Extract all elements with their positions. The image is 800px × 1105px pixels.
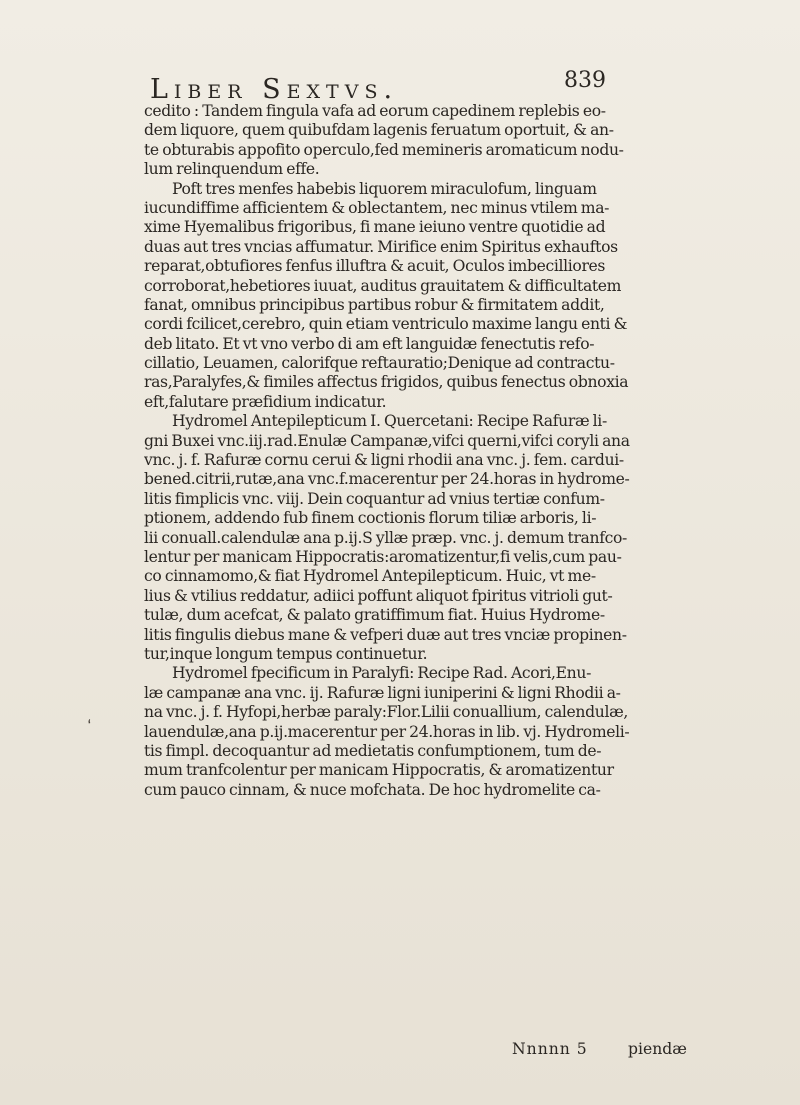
text-line: na vnc. j. f. Hyfopi,herbæ paraly:Flor.Lilii conuallium, calendulæ, bbox=[144, 703, 628, 722]
margin-mark-icon: ‘ bbox=[84, 715, 97, 736]
signature-mark: Nnnnn 5 bbox=[512, 1040, 588, 1058]
text-line: duas aut tres vncias affumatur. Mirifice enim Spiritus exhauftos bbox=[144, 237, 618, 256]
text-line: bened.citrii,rutæ,ana vnc.f.macerentur per 24.horas in hydrome- bbox=[144, 470, 630, 489]
text-line: læ campanæ ana vnc. ij. Rafuræ ligni iuniperini & ligni Rhodii a- bbox=[144, 683, 621, 702]
text-line: tur,inque longum tempus continuetur. bbox=[144, 644, 428, 663]
text-line: litis fimplicis vnc. viij. Dein coquantur ad vnius tertiæ confum- bbox=[144, 489, 605, 508]
catchline bbox=[144, 1040, 692, 1060]
text-line: vnc. j. f. Rafuræ cornu cerui & ligni rhodii ana vnc. j. fem. cardui- bbox=[144, 451, 624, 470]
page-header bbox=[150, 52, 606, 105]
text-line: cum pauco cinnam, & nuce mofchata. De hoc hydromelite ca- bbox=[144, 780, 601, 799]
text-line: lentur per manicam Hippocratis:aromatizentur,fi velis,cum pau- bbox=[144, 547, 622, 566]
text-line: lius & vtilius reddatur, adiici poffunt aliquot fpiritus vitrioli gut- bbox=[144, 586, 613, 605]
text-line: mum tranfcolentur per manicam Hippocratis, & aromatizentur bbox=[144, 761, 614, 780]
catchword: piendæ bbox=[628, 1040, 687, 1058]
text-line: co cinnamomo,& fiat Hydromel Antepilepticum. Huic, vt me- bbox=[144, 567, 596, 586]
text-line: Hydromel Antepilepticum I. Quercetani: Recipe Rafuræ li- bbox=[172, 412, 607, 431]
text-line: gni Buxei vnc.iij.rad.Enulæ Campanæ,vifci querni,vifci coryli ana bbox=[144, 431, 630, 450]
text-line: xime Hyemalibus frigoribus, fi mane ieiuno ventre quotidie ad bbox=[144, 218, 606, 237]
text-line: Hydromel fpecificum in Paralyfi: Recipe Rad. Acori,Enu- bbox=[172, 664, 591, 683]
text-line: ras,Paralyfes,& fimiles affectus frigidos, quibus fenectus obnoxia bbox=[144, 373, 629, 392]
text-line: iucundiffime afficientem & oblectantem, nec minus vtilem ma- bbox=[144, 198, 610, 217]
text-line: lauendulæ,ana p.ij.macerentur per 24.horas in lib. vj. Hydromeli- bbox=[144, 722, 630, 741]
text-line: tis fimpl. decoquantur ad medietatis confumptionem, tum de- bbox=[144, 741, 602, 760]
text-line: lum relinquendum effe. bbox=[144, 160, 320, 179]
text-line: Poft tres menfes habebis liquorem miraculofum, linguam bbox=[172, 179, 597, 198]
text-line: fanat, omnibus principibus partibus robur & firmitatem addit, bbox=[144, 295, 605, 314]
text-line: te obturabis appofito operculo,fed memineris aromaticum nodu- bbox=[144, 140, 624, 159]
text-line: cillatio, Leuamen, calorifque reftauratio;Denique ad contractu- bbox=[144, 354, 615, 373]
text-line: cordi fcilicet,cerebro, quin etiam ventriculo maxime langu enti & bbox=[144, 315, 628, 334]
text-line: tulæ, dum acefcat, & palato gratiffimum fiat. Huius Hydrome- bbox=[144, 606, 605, 625]
text-line: eft,falutare præfidium indicatur. bbox=[144, 392, 387, 411]
text-line: lii conuall.calendulæ ana p.ij.S yllæ præp. vnc. j. demum tranfco- bbox=[144, 528, 627, 547]
text-line: deb litato. Et vt vno verbo di am eft languidæ fenectutis refo- bbox=[144, 334, 595, 353]
running-head: Liber Sextvs. bbox=[150, 74, 399, 105]
text-line: dem liquore, quem quibufdam lagenis feruatum oportuit, & an- bbox=[144, 121, 614, 140]
text-line: cedito : Tandem fingula vafa ad eorum capedinem replebis eo- bbox=[144, 102, 606, 120]
text-line: reparat,obtufiores fenfus illuftra & acuit, Oculos imbecilliores bbox=[144, 257, 606, 276]
page-number: 839 bbox=[564, 68, 606, 93]
body-text bbox=[144, 102, 692, 800]
text-line: ptionem, addendo fub finem coctionis florum tiliæ arboris, li- bbox=[144, 509, 597, 528]
text-line: corroborat,hebetiores iuuat, auditus grauitatem & difficultatem bbox=[144, 276, 622, 295]
text-line: litis fingulis diebus mane & vefperi duæ aut tres vnciæ propinen- bbox=[144, 625, 627, 644]
